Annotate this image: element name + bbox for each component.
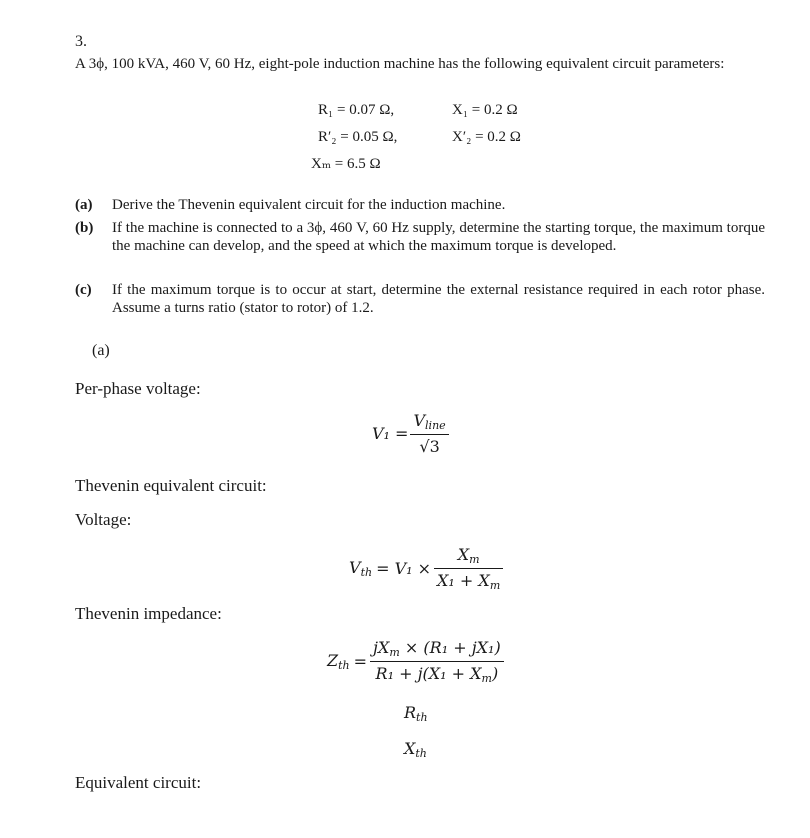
vth-fraction: $\frac{X_m}{X_1 + X_m}$ xyxy=(434,545,503,592)
param-x2: X′₂ = 0.2 Ω xyxy=(452,129,521,145)
part-text: If the maximum torque is to occur at start, determine the external resistance required in each rotor phase. Assume a turns ratio (stator to rotor) of 1.2. xyxy=(112,282,765,316)
zth-denominator: $R_1 + j(X_1 + X_m)$ xyxy=(375,664,499,685)
v1-lhs: V₁ = xyxy=(372,424,409,443)
solution-part-label: (a) xyxy=(92,342,110,359)
v1-numerator-sub: line xyxy=(425,419,446,432)
vth-numerator: X xyxy=(457,545,470,564)
vth-mid: = V₁ × xyxy=(376,559,432,578)
v1-numerator: V xyxy=(413,411,426,430)
param-x1: X₁ = 0.2 Ω xyxy=(452,102,518,118)
param-xm: Xₘ = 6.5 Ω xyxy=(311,156,381,172)
voltage-heading: Voltage: xyxy=(75,510,132,529)
thevenin-heading: Thevenin equivalent circuit: xyxy=(75,476,267,495)
problem-intro: A 3ϕ, 100 kVA, 460 V, 60 Hz, eight-pole induction machine has the following equivalent circuit parameters: xyxy=(75,56,725,72)
param-r2: R′₂ = 0.05 Ω, xyxy=(318,129,398,145)
per-phase-heading: Per-phase voltage: xyxy=(75,379,201,398)
part-text: Derive the Thevenin equivalent circuit for the induction machine. xyxy=(112,197,506,213)
xth-symbol: $X_{th}$ xyxy=(404,739,427,760)
vth-denominator: X₁ + X xyxy=(437,571,490,590)
v1-equation xyxy=(372,411,449,456)
equivalent-circuit-heading: Equivalent circuit: xyxy=(75,773,202,792)
problem-number: 3. xyxy=(75,33,87,50)
part-label: (c) xyxy=(75,282,92,298)
zth-lhs: $Z_{th}$ xyxy=(327,651,350,672)
impedance-heading: Thevenin impedance: xyxy=(75,604,222,623)
v1-fraction xyxy=(410,411,448,456)
vth-equation xyxy=(349,545,503,592)
part-label: (a) xyxy=(75,197,93,213)
v1-denominator: √3 xyxy=(419,437,440,456)
param-r1: R₁ = 0.07 Ω, xyxy=(318,102,395,118)
zth-fraction xyxy=(370,638,504,685)
zth-equals: = xyxy=(353,652,368,671)
zth-equation xyxy=(327,638,504,685)
zth-numerator: $jX_m \times (R_1 + jX_1)$ xyxy=(370,638,504,662)
part-text: If the machine is connected to a 3ϕ, 460 V, 60 Hz supply, determine the starting torque, the maximum torque the machine can develop, and the speed at which the maximum torque is developed. xyxy=(112,220,765,254)
part-label: (b) xyxy=(75,220,94,236)
vth-lhs: $V_{th}$ xyxy=(349,558,373,579)
rth-symbol: $R_{th}$ xyxy=(404,703,428,724)
